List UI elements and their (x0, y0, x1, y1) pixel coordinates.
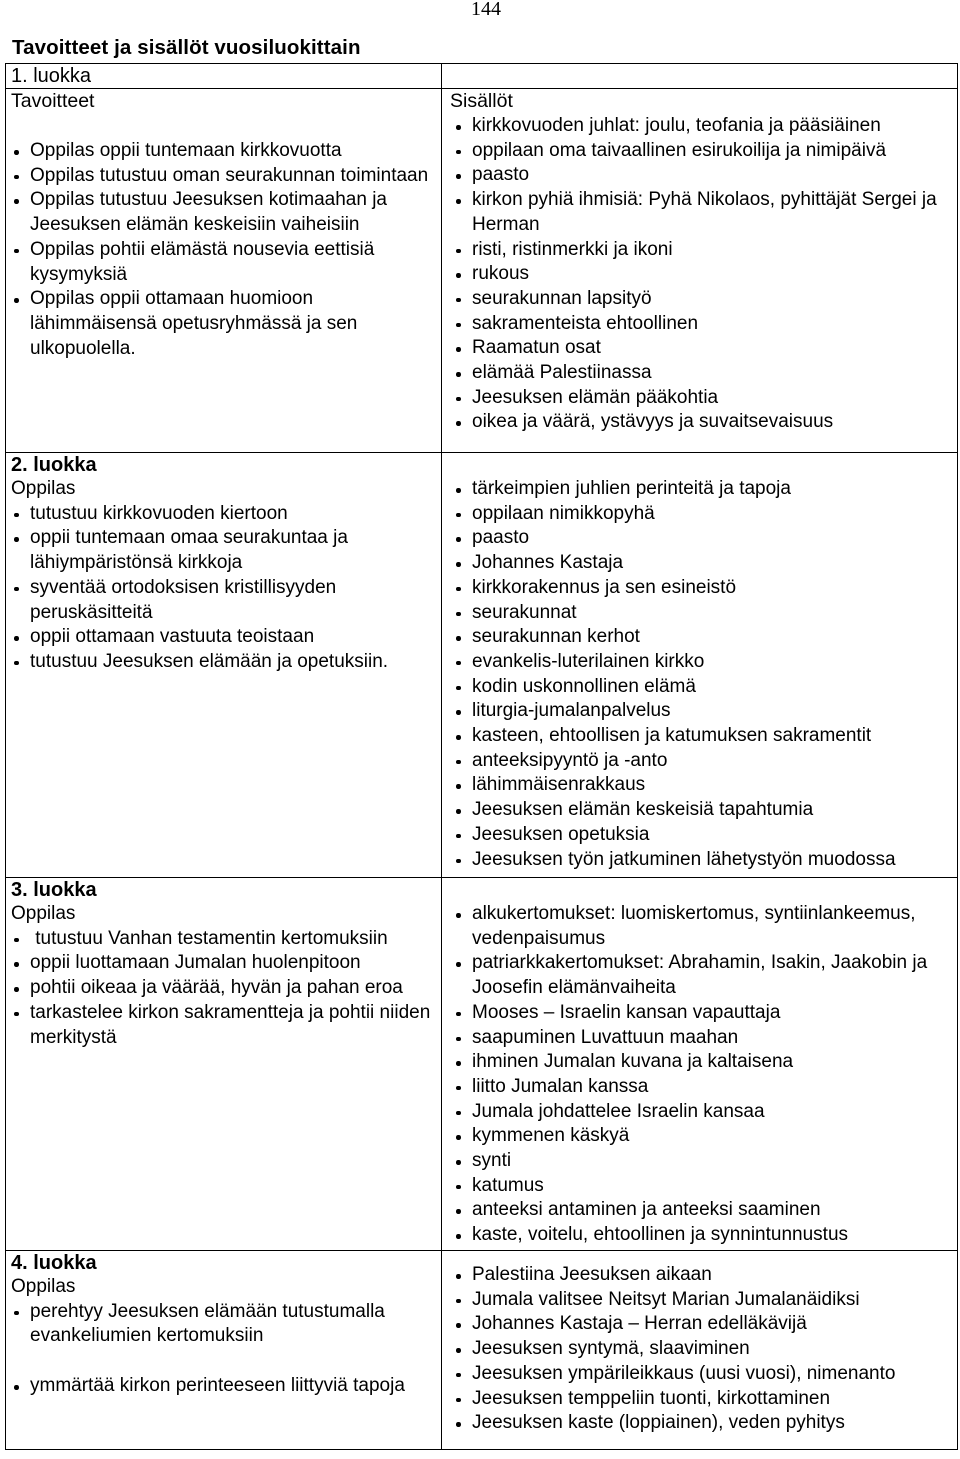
grade2-heading: 2. luokka (11, 454, 97, 476)
grade1-contents-list (450, 114, 953, 435)
list-item: saapuminen Luvattuun maahan (450, 1026, 953, 1051)
grade2-goals-cell (6, 453, 442, 878)
grade3-goals-cell (6, 878, 442, 1251)
list-item: Johannes Kastaja – Herran edelläkävijä (450, 1312, 953, 1337)
grade2-subject: Oppilas (11, 478, 76, 499)
list-item: Mooses – Israelin kansan vapauttaja (450, 1001, 953, 1026)
list-item: synti (450, 1149, 953, 1174)
grade1-goals-list (11, 139, 435, 361)
list-item: oppii luottamaan Jumalan huolenpitoon (11, 951, 435, 976)
list-item: seurakunnan kerhot (450, 625, 953, 650)
list-item: ymmärtää kirkon perinteeseen liittyviä tapoja (11, 1374, 435, 1399)
grade3-subject: Oppilas (11, 903, 76, 924)
list-item: seurakunnat (450, 601, 953, 626)
list-item: paasto (450, 526, 953, 551)
grade3-contents-cell (442, 878, 958, 1251)
list-item: Jumala johdattelee Israelin kansaa (450, 1100, 953, 1125)
list-item: kirkkovuoden juhlat: joulu, teofania ja pääsiäinen (450, 114, 953, 139)
list-item: kymmenen käskyä (450, 1124, 953, 1149)
list-item: Oppilas tutustuu Jeesuksen kotimaahan ja Jeesuksen elämän keskeisiin vaiheisiin (11, 188, 435, 237)
grade4-contents-cell (442, 1251, 958, 1450)
list-item: sakramenteista ehtoollinen (450, 312, 953, 337)
list-item: seurakunnan lapsityö (450, 287, 953, 312)
curriculum-table (5, 63, 958, 1450)
list-item: tutustuu Vanhan testamentin kertomuksiin (11, 927, 435, 952)
list-item: alkukertomukset: luomiskertomus, syntiinlankeemus, vedenpaisumus (450, 902, 953, 951)
list-item: Jeesuksen työn jatkuminen lähetystyön muodossa (450, 848, 953, 873)
list-item: tarkastelee kirkon sakramentteja ja pohtii niiden merkitystä (11, 1001, 435, 1050)
list-item: anteeksi antaminen ja anteeksi saaminen (450, 1198, 953, 1223)
list-item: liitto Jumalan kanssa (450, 1075, 953, 1100)
list-item: Jeesuksen elämän pääkohtia (450, 386, 953, 411)
list-item: Oppilas pohtii elämästä nousevia eettisiä kysymyksiä (11, 238, 435, 287)
grade4-goals-cell (6, 1251, 442, 1450)
list-item: Jeesuksen elämän keskeisiä tapahtumia (450, 798, 953, 823)
list-item: kirkon pyhiä ihmisiä: Pyhä Nikolaos, pyhittäjät Sergei ja Herman (450, 188, 953, 237)
list-item: risti, ristinmerkki ja ikoni (450, 238, 953, 263)
list-item: kasteen, ehtoollisen ja katumuksen sakramentit (450, 724, 953, 749)
list-item: Raamatun osat (450, 336, 953, 361)
list-item: Palestiina Jeesuksen aikaan (450, 1263, 953, 1288)
grade1-row (6, 89, 958, 453)
list-item: Johannes Kastaja (450, 551, 953, 576)
list-item: Oppilas oppii tuntemaan kirkkovuotta (11, 139, 435, 164)
grade2-row (6, 453, 958, 878)
list-item: oppilaan nimikkopyhä (450, 502, 953, 527)
list-item: oppii ottamaan vastuuta teoistaan (11, 625, 435, 650)
list-item: liturgia-jumalanpalvelus (450, 699, 953, 724)
list-item: oikea ja väärä, ystävyys ja suvaitsevaisuus (450, 410, 953, 435)
grade1-heading-cell (6, 64, 442, 89)
list-item: Oppilas tutustuu oman seurakunnan toimintaan (11, 164, 435, 189)
grade1-goals-cell (6, 89, 442, 453)
grade3-row (6, 878, 958, 1251)
list-item: katumus (450, 1174, 953, 1199)
list-item: rukous (450, 262, 953, 287)
grade1-contents-cell (442, 89, 958, 453)
list-item: tutustuu kirkkovuoden kiertoon (11, 502, 435, 527)
grade2-contents-cell (442, 453, 958, 878)
list-item: oppilaan oma taivaallinen esirukoilija ja nimipäivä (450, 139, 953, 164)
grade3-goals-list (11, 927, 435, 1051)
grade4-contents-list (450, 1263, 953, 1436)
list-item: Jeesuksen syntymä, slaaviminen (450, 1337, 953, 1362)
list-item: tärkeimpien juhlien perinteitä ja tapoja (450, 477, 953, 502)
list-item: tutustuu Jeesuksen elämään ja opetuksiin. (11, 650, 435, 675)
grade4-subject: Oppilas (11, 1276, 76, 1297)
list-item: Jeesuksen opetuksia (450, 823, 953, 848)
grade1-heading: 1. luokka (11, 65, 92, 87)
document-title: Tavoitteet ja sisällöt vuosiluokittain (12, 36, 361, 59)
grade1-heading-right-cell (442, 64, 958, 89)
list-item: kirkkorakennus ja sen esineistö (450, 576, 953, 601)
grade4-goals-list (11, 1300, 435, 1399)
list-item: Oppilas oppii ottamaan huomioon lähimmäisensä opetusryhmässä ja sen ulkopuolella. (11, 287, 435, 361)
list-item: Jumala valitsee Neitsyt Marian Jumalanäidiksi (450, 1288, 953, 1313)
list-item: kodin uskonnollinen elämä (450, 675, 953, 700)
grade2-contents-list (450, 477, 953, 872)
list-item: evankelis-luterilainen kirkko (450, 650, 953, 675)
page-number: 144 (471, 0, 501, 20)
goals-header: Tavoitteet (11, 90, 95, 112)
list-item: elämää Palestiinassa (450, 361, 953, 386)
list-item: oppii tuntemaan omaa seurakuntaa ja lähiympäristönsä kirkkoja (11, 526, 435, 575)
list-item: pohtii oikeaa ja väärää, hyvän ja pahan eroa (11, 976, 435, 1001)
list-item: ihminen Jumalan kuvana ja kaltaisena (450, 1050, 953, 1075)
grade4-heading: 4. luokka (11, 1252, 97, 1274)
list-item: Jeesuksen temppeliin tuonti, kirkottaminen (450, 1387, 953, 1412)
list-item: Jeesuksen ympärileikkaus (uusi vuosi), nimenanto (450, 1362, 953, 1387)
list-item: kaste, voitelu, ehtoollinen ja synnintunnustus (450, 1223, 953, 1248)
list-item: Jeesuksen kaste (loppiainen), veden pyhitys (450, 1411, 953, 1436)
list-item: perehtyy Jeesuksen elämään tutustumalla evankeliumien kertomuksiin (11, 1300, 435, 1349)
grade3-heading: 3. luokka (11, 879, 97, 901)
list-item: lähimmäisenrakkaus (450, 773, 953, 798)
list-item: paasto (450, 163, 953, 188)
grade1-heading-row (6, 64, 958, 89)
grade3-contents-list (450, 902, 953, 1248)
list-item: anteeksipyyntö ja -anto (450, 749, 953, 774)
grade2-goals-list (11, 502, 435, 675)
contents-header: Sisällöt (450, 90, 513, 112)
list-item: syventää ortodoksisen kristillisyyden peruskäsitteitä (11, 576, 435, 625)
list-item: patriarkkakertomukset: Abrahamin, Isakin, Jaakobin ja Joosefin elämänvaiheita (450, 951, 953, 1000)
grade4-row (6, 1251, 958, 1450)
